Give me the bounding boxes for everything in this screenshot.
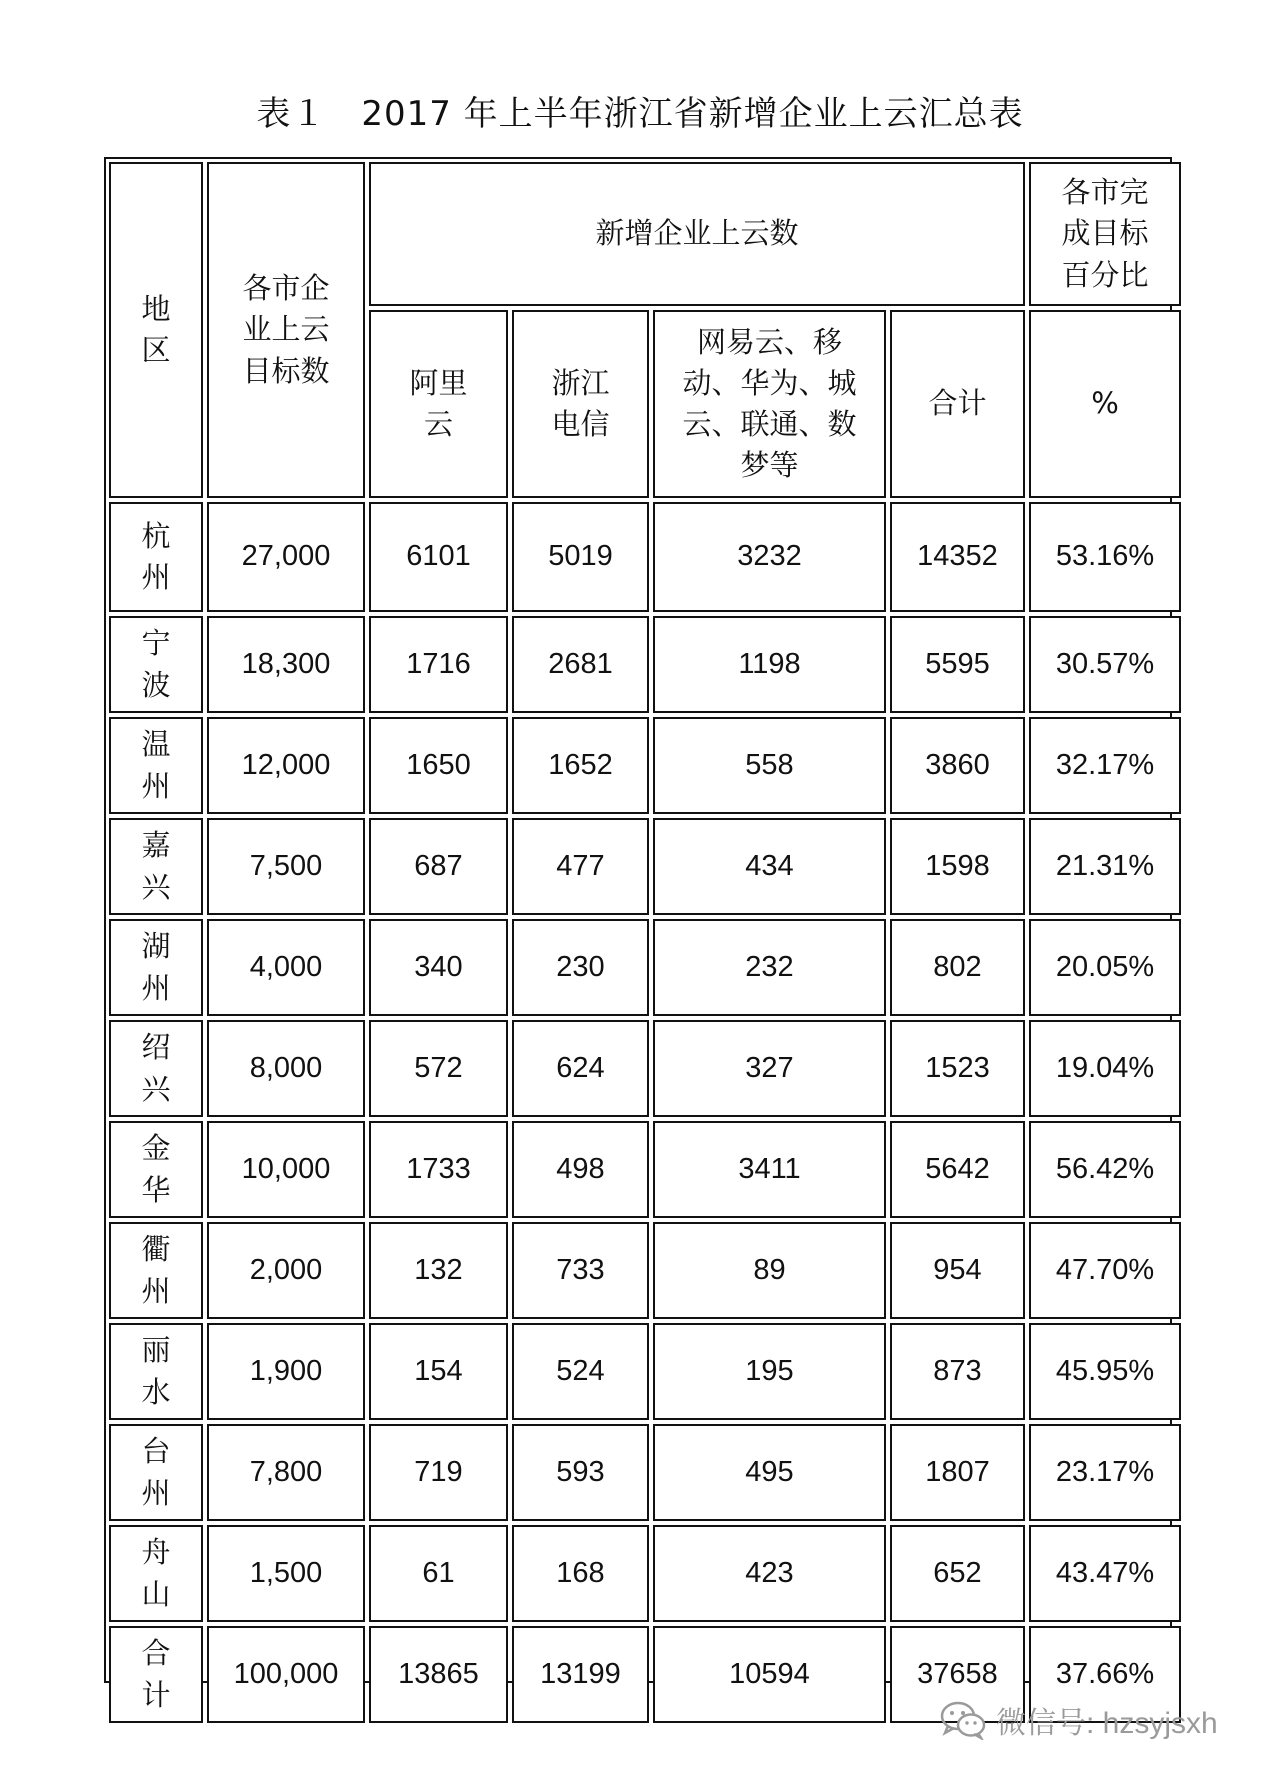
area-cell [109,616,203,713]
header-others-line: 梦等 [740,448,799,483]
header-pct-line: 成目标 [1061,216,1149,251]
area-char: 兴 [141,869,171,904]
header-others-line: 网易云、移 [696,324,842,359]
area-char: 杭 [141,518,171,553]
others-cell: 89 [653,1222,886,1319]
telecom-cell: 13199 [512,1626,649,1723]
area-cell [109,717,203,814]
total-cell: 1523 [890,1020,1025,1117]
header-aliyun-line: 阿里 [409,365,468,400]
total-cell: 1598 [890,818,1025,915]
others-cell: 495 [653,1424,886,1521]
area-char: 台 [141,1434,171,1469]
area-char: 山 [141,1576,171,1611]
target-cell: 7,800 [207,1424,365,1521]
others-cell: 327 [653,1020,886,1117]
header-pct-line: 百分比 [1061,257,1149,292]
total-cell: 652 [890,1525,1025,1622]
target-cell: 7,500 [207,818,365,915]
target-cell: 27,000 [207,502,365,612]
area-char: 嘉 [141,828,171,863]
aliyun-cell: 61 [369,1525,508,1622]
pct-cell: 19.04% [1029,1020,1181,1117]
aliyun-cell: 719 [369,1424,508,1521]
total-cell: 954 [890,1222,1025,1319]
total-cell: 3860 [890,717,1025,814]
area-char: 水 [141,1374,171,1409]
total-cell: 802 [890,919,1025,1016]
aliyun-cell: 1716 [369,616,508,713]
telecom-cell: 498 [512,1121,649,1218]
header-total: 合计 [890,310,1025,498]
area-cell [109,919,203,1016]
header-target-line: 各市企 [242,271,330,306]
area-cell [109,1424,203,1521]
area-char: 兴 [141,1071,171,1106]
header-telecom [512,310,649,498]
area-char: 州 [141,1273,171,1308]
aliyun-cell: 132 [369,1222,508,1319]
target-cell: 4,000 [207,919,365,1016]
wechat-icon [940,1700,986,1740]
target-cell: 12,000 [207,717,365,814]
pct-cell: 47.70% [1029,1222,1181,1319]
telecom-cell: 168 [512,1525,649,1622]
others-cell: 232 [653,919,886,1016]
area-char: 计 [141,1677,171,1712]
others-cell: 423 [653,1525,886,1622]
header-telecom-line: 浙江 [551,365,610,400]
area-char: 绍 [141,1030,171,1065]
telecom-cell: 5019 [512,502,649,612]
area-char: 温 [141,727,171,762]
telecom-cell: 477 [512,818,649,915]
header-new-group: 新增企业上云数 [369,162,1025,306]
header-area [109,162,203,498]
area-cell [109,1323,203,1420]
area-char: 州 [141,560,171,594]
area-cell [109,1222,203,1319]
header-target-line: 业上云 [242,312,330,347]
header-area-line: 地 [141,291,171,326]
aliyun-cell: 13865 [369,1626,508,1723]
target-cell: 8,000 [207,1020,365,1117]
pct-cell: 32.17% [1029,717,1181,814]
aliyun-cell: 154 [369,1323,508,1420]
header-target-line: 目标数 [242,353,330,388]
pct-cell: 43.47% [1029,1525,1181,1622]
others-cell: 558 [653,717,886,814]
area-char: 合 [141,1636,171,1671]
telecom-cell: 230 [512,919,649,1016]
telecom-cell: 1652 [512,717,649,814]
area-char: 金 [141,1131,171,1166]
total-cell: 5642 [890,1121,1025,1218]
target-cell: 18,300 [207,616,365,713]
aliyun-cell: 1733 [369,1121,508,1218]
aliyun-cell: 1650 [369,717,508,814]
aliyun-cell: 572 [369,1020,508,1117]
header-others [653,310,886,498]
total-cell: 37658 [890,1626,1025,1723]
others-cell: 1198 [653,616,886,713]
others-cell: 3411 [653,1121,886,1218]
others-cell: 3232 [653,502,886,612]
total-cell: 1807 [890,1424,1025,1521]
others-cell: 434 [653,818,886,915]
area-char: 宁 [141,626,171,661]
area-cell [109,502,203,612]
total-cell: 5595 [890,616,1025,713]
header-pct-unit: % [1029,310,1181,498]
area-cell [109,1626,203,1723]
area-cell [109,1525,203,1622]
area-cell [109,1121,203,1218]
area-char: 波 [141,667,171,702]
area-char: 州 [141,1475,171,1510]
header-area-line: 区 [141,333,171,367]
header-others-line: 动、华为、城 [682,365,857,400]
others-cell: 10594 [653,1626,886,1723]
others-cell: 195 [653,1323,886,1420]
header-target [207,162,365,498]
header-aliyun [369,310,508,498]
target-cell: 2,000 [207,1222,365,1319]
aliyun-cell: 6101 [369,502,508,612]
pct-cell: 23.17% [1029,1424,1181,1521]
area-char: 舟 [141,1535,171,1570]
header-telecom-line: 电信 [551,407,610,441]
target-cell: 1,500 [207,1525,365,1622]
header-others-line: 云、联通、数 [682,407,857,441]
pct-cell: 37.66% [1029,1626,1181,1723]
area-cell [109,1020,203,1117]
area-char: 湖 [141,929,171,964]
target-cell: 1,900 [207,1323,365,1420]
area-cell [109,818,203,915]
total-cell: 873 [890,1323,1025,1420]
target-cell: 100,000 [207,1626,365,1723]
header-aliyun-line: 云 [423,407,453,441]
header-pct-group [1029,162,1181,306]
area-char: 衢 [141,1232,171,1267]
pct-cell: 56.42% [1029,1121,1181,1218]
target-cell: 10,000 [207,1121,365,1218]
watermark [940,1690,1260,1750]
table-title: 表１ 2017 年上半年浙江省新增企业上云汇总表 [256,94,1024,134]
telecom-cell: 733 [512,1222,649,1319]
telecom-cell: 593 [512,1424,649,1521]
telecom-cell: 2681 [512,616,649,713]
telecom-cell: 624 [512,1020,649,1117]
pct-cell: 20.05% [1029,919,1181,1016]
telecom-cell: 524 [512,1323,649,1420]
pct-cell: 53.16% [1029,502,1181,612]
header-pct-line: 各市完 [1061,175,1149,210]
pct-cell: 30.57% [1029,616,1181,713]
area-char: 丽 [141,1333,171,1368]
pct-cell: 21.31% [1029,818,1181,915]
area-char: 州 [141,768,171,803]
area-char: 州 [141,970,171,1005]
total-cell: 14352 [890,502,1025,612]
watermark-text: 微信号: hzsyjsxh [996,1707,1218,1740]
aliyun-cell: 340 [369,919,508,1016]
aliyun-cell: 687 [369,818,508,915]
area-char: 华 [141,1172,171,1207]
summary-table [104,157,1172,1712]
pct-cell: 45.95% [1029,1323,1181,1420]
